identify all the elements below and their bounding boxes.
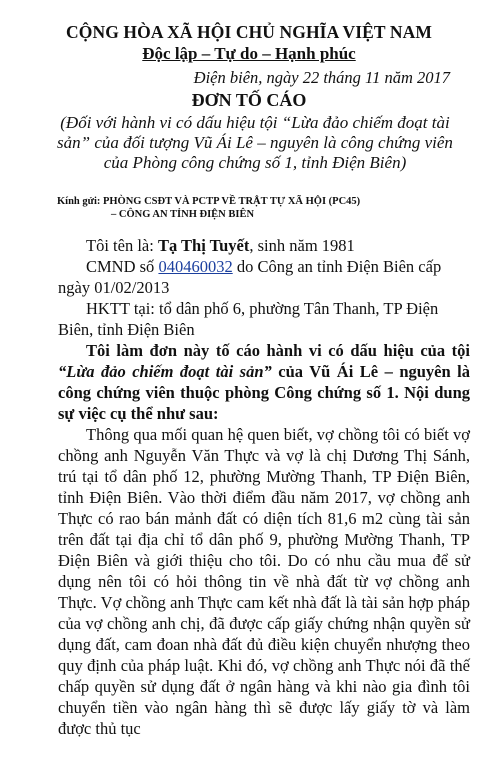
document-title: ĐƠN TỐ CÁO bbox=[191, 90, 307, 110]
id-issuer: do Công an tỉnh Điện Biên cấp ngày 01/02/2013 bbox=[58, 257, 442, 297]
applicant-name: Tạ Thị Tuyết bbox=[157, 236, 250, 255]
national-title: CỘNG HÒA XÃ HỘI CHỦ NGHĨA VIỆT NAM bbox=[66, 22, 432, 42]
id-card-line bbox=[58, 256, 470, 298]
statement-part-a: Tôi làm đơn này tố cáo hành vi có dấu hiệu của tội bbox=[86, 341, 470, 360]
statement-part-b: của Vũ Ái Lê – nguyên là công chứng viên thuộc phòng Công chứng số 1. Nội dung sự việc cụ thể như sau: bbox=[58, 362, 471, 423]
recipient-block bbox=[0, 195, 498, 221]
name-label: Tôi tên là: bbox=[86, 236, 158, 255]
facts-paragraph: Thông qua mối quan hệ quen biết, vợ chồng tôi có biết vợ chồng anh Nguyễn Văn Thực và vợ là chị Dương Thị Sánh, trú tại tổ dân phố 12, phường Mường Thanh, TP Điện Biên, tỉnh Điện Biên. Vào thời điểm đầu năm 2017, vợ chồng anh Thực có rao bán mảnh đất có diện tích 81,6 m2 cùng tài sản trên đất tại địa chỉ tổ dân phố 9, phường Mường Thanh, TP Điện Biên và giới thiệu cho tôi. Do có nhu cầu mua để sử dụng nên tôi có hỏi thông tin về nhà đất từ vợ chồng anh Thực. Vợ chồng anh Thực cam kết nhà đất là tài sản hợp pháp của vợ chồng anh chị, đã được cấp giấy chứng nhận quyền sử dụng đất, cam đoan nhà đất đủ điều kiện chuyển nhượng theo quy định của pháp luật. Khi đó, vợ chồng anh Thực nói đã thế chấp quyền sử dụng đất ở ngân hàng và khi nào gia đình tôi chuyển tiền vào ngân hàng thì sẽ được lấy giấy tờ và làm được thủ tục bbox=[58, 425, 470, 738]
complaint-statement bbox=[58, 340, 470, 424]
document-subtitle: (Đối với hành vi có dấu hiệu tội “Lừa đảo chiếm đoạt tài sản” của đối tượng Vũ Ái Lê – nguyên là công chứng viên của Phòng công chứng số 1, tỉnh Điện Biên) bbox=[57, 113, 453, 172]
document-body bbox=[0, 235, 498, 739]
birth-year: , sinh năm 1981 bbox=[249, 236, 355, 255]
recipient-line-2: – CÔNG AN TỈNH ĐIỆN BIÊN bbox=[111, 209, 255, 220]
national-motto: Độc lập – Tự do – Hạnh phúc bbox=[142, 44, 356, 63]
applicant-name-line bbox=[58, 235, 470, 256]
recipient-line-1: Kính gửi: PHÒNG CSĐT VÀ PCTP VỀ TRẬT TỰ XÃ HỘI (PC45) bbox=[57, 196, 361, 207]
residence-line: HKTT tại: tổ dân phố 6, phường Tân Thanh, TP Điện Biên, tỉnh Điện Biên bbox=[58, 299, 439, 339]
crime-name: “Lừa đảo chiếm đoạt tài sản” bbox=[58, 362, 272, 381]
id-number-link[interactable]: 040460032 bbox=[158, 257, 233, 276]
id-label: CMND số bbox=[86, 257, 159, 276]
dateline: Điện biên, ngày 22 tháng 11 năm 2017 bbox=[193, 68, 450, 87]
